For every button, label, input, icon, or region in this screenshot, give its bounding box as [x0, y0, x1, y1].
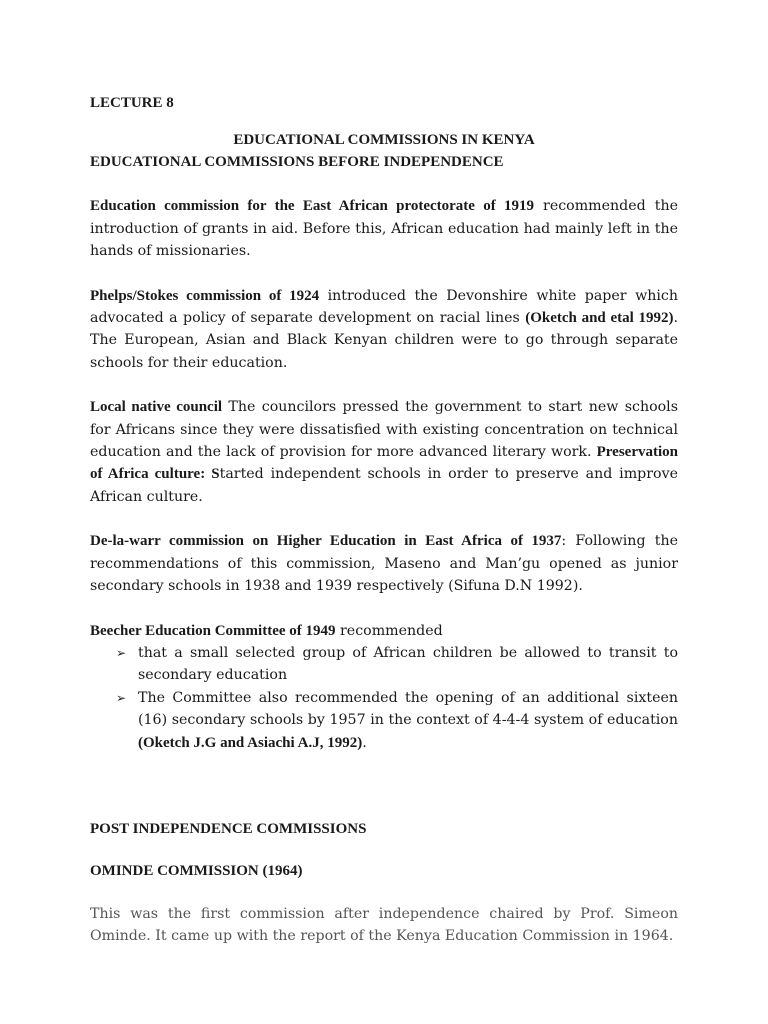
- paragraph-text: introduced the Devonshire white paper which advocated a policy of separate development on racial lines: [90, 287, 678, 327]
- commission-name-1919: Education commission for the East African protectorate of 1919: [90, 198, 535, 215]
- citation: (Oketch and etal 1992): [525, 310, 674, 327]
- arrowhead-bullet-icon: ➢: [116, 690, 127, 705]
- list-item: [116, 687, 678, 754]
- paragraph-text: tarted independent schools in order to preserve and improve African culture.: [90, 466, 678, 505]
- paragraph-text: recommended: [335, 622, 443, 639]
- paragraph-text: recommended the introduction of grants in aid. Before this, African education had mainly left in the hands of missionaries.: [90, 198, 679, 260]
- list-item: [116, 642, 678, 687]
- preservation-heading: Preservation of Africa culture: S: [90, 444, 678, 483]
- list-item-text: The Committee also recommended the opening of an additional sixteen (16) secondary schools by 1957 in the context of 4-4-4 system of education: [138, 689, 678, 729]
- paragraph-text: . The European, Asian and Black Kenyan children were to go through separate schools for their education.: [90, 310, 678, 371]
- paragraph-phelps-stokes: [90, 285, 678, 375]
- list-item-text: .: [362, 734, 367, 751]
- committee-name-beecher: Beecher Education Committee of 1949: [90, 622, 336, 639]
- section-heading-pre-independence: EDUCATIONAL COMMISSIONS BEFORE INDEPENDENCE: [90, 154, 504, 171]
- beecher-heading: [90, 620, 678, 642]
- paragraph-1919-commission: [90, 195, 678, 262]
- beecher-recommendations-list: [90, 642, 678, 754]
- paragraph-de-la-warr: [90, 530, 678, 597]
- commission-name-de-la-warr: De-la-warr commission on Higher Education in East Africa of 1937: [90, 533, 562, 550]
- commission-name-phelps-stokes: Phelps/Stokes commission of 1924: [90, 287, 320, 304]
- section-heading-post-independence: POST INDEPENDENCE COMMISSIONS: [90, 820, 367, 837]
- section-heading-ominde: OMINDE COMMISSION (1964): [90, 863, 303, 880]
- paragraph-text: : Following the recommendations of this commission, Maseno and Man’gu opened as junior secondary schools in 1938 and 1939 respectively (Sifuna D.N 1992).: [90, 533, 678, 595]
- council-name: Local native council: [90, 399, 223, 416]
- page-title: EDUCATIONAL COMMISSIONS IN KENYA: [233, 132, 535, 149]
- arrowhead-bullet-icon: ➢: [116, 645, 127, 660]
- lecture-label: LECTURE 8: [90, 95, 174, 111]
- spacer: [90, 754, 678, 818]
- citation: (Oketch J.G and Asiachi A.J, 1992): [138, 734, 363, 751]
- paragraph-text: The councilors pressed the government to start new schools for Africans since they were dissatisfied with existing concentration on technical education and the lack of provision for more advanced literary work.: [90, 399, 679, 461]
- paragraph-ominde: This was the first commission after independence chaired by Prof. Simeon Ominde. It came up with the report of the Kenya Education Commission in 1964.: [90, 905, 678, 945]
- paragraph-local-native-council: [90, 396, 678, 508]
- list-item-text: that a small selected group of African children be allowed to transit to secondary education: [138, 644, 678, 684]
